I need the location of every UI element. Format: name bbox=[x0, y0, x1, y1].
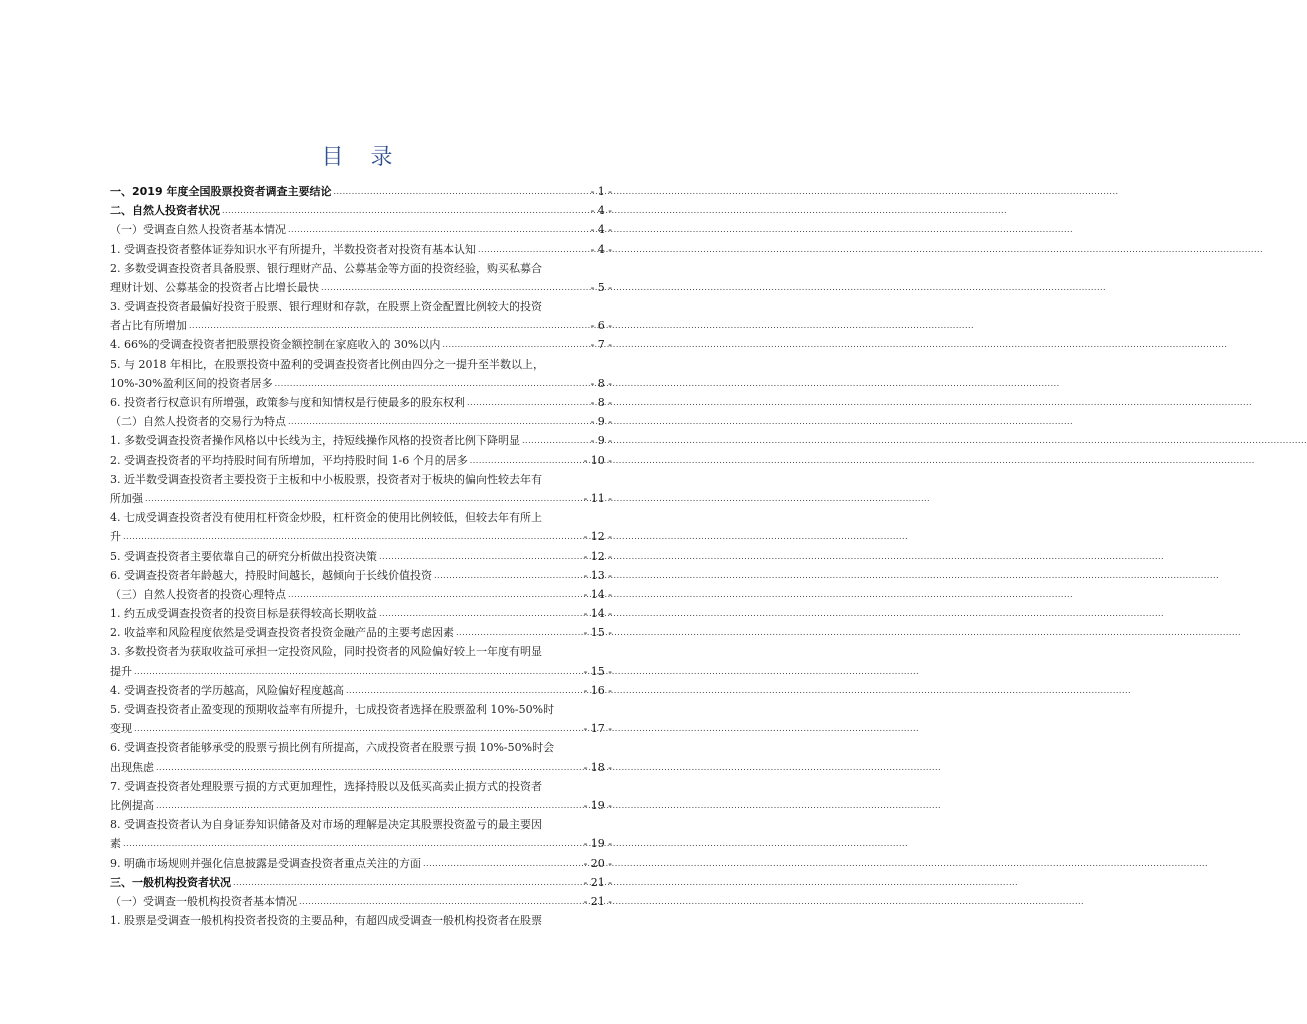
toc-entry[interactable] bbox=[110, 412, 612, 431]
toc-entry-text: 所加强 bbox=[110, 491, 143, 505]
toc-leader-dots bbox=[299, 891, 582, 911]
toc-page-number: - 5 - bbox=[590, 280, 612, 294]
toc-page-number: - 12 - bbox=[583, 549, 612, 563]
toc-entry[interactable] bbox=[110, 873, 612, 892]
toc-entry-text: 3. 多数投资者为获取收益可承担一定投资风险，同时投资者的风险偏好较上一年度有明显 bbox=[110, 645, 542, 659]
toc-leader-dots bbox=[456, 622, 582, 642]
toc-entry-text: 8. 受调查投资者认为自身证券知识储备及对市场的理解是决定其股票投资盈亏的最主要因 bbox=[110, 818, 542, 832]
toc-entry[interactable] bbox=[110, 662, 612, 681]
toc-entry-text: 5. 受调查投资者止盈变现的预期收益率有所提升，七成投资者选择在股票盈利 10%-50%时 bbox=[110, 703, 555, 717]
toc-page-number: - 15 - bbox=[583, 626, 612, 640]
toc-entry[interactable] bbox=[110, 451, 612, 470]
toc-entry-text: 6. 受调查投资者能够承受的股票亏损比例有所提高，六成投资者在股票亏损 10%-50%时会 bbox=[110, 741, 555, 755]
toc-leader-dots bbox=[522, 430, 589, 450]
toc-entry-text: 6. 投资者行权意识有所增强，政策参与度和知情权是行使最多的股东权利 bbox=[110, 396, 465, 410]
toc-leader-dots bbox=[156, 795, 582, 815]
toc-entry-text: 升 bbox=[110, 530, 121, 544]
toc-entry[interactable] bbox=[110, 758, 612, 777]
toc-entry[interactable] bbox=[110, 508, 612, 527]
toc-leader-dots bbox=[379, 603, 582, 623]
toc-page-number: - 19 - bbox=[583, 798, 612, 812]
toc-entry-text: 出现焦虑 bbox=[110, 760, 154, 774]
toc-entry-text: 3. 近半数受调查投资者主要投资于主板和中小板股票，投资者对于板块的偏向性较去年有 bbox=[110, 472, 542, 486]
toc-page-number: - 4 - bbox=[590, 223, 612, 237]
toc-page-number: - 13 - bbox=[583, 568, 612, 582]
toc-entry-text: 2. 收益率和风险程度依然是受调查投资者投资金融产品的主要考虑因素 bbox=[110, 626, 454, 640]
toc-leader-dots bbox=[467, 392, 589, 412]
toc-leader-dots bbox=[434, 565, 582, 585]
toc-page-number: - 9 - bbox=[590, 415, 612, 429]
toc-leader-dots bbox=[156, 757, 582, 777]
toc-leader-dots bbox=[321, 277, 589, 297]
toc-entry-text: 1. 股票是受调查一般机构投资者投资的主要品种，有超四成受调查一般机构投资者在股票 bbox=[110, 914, 542, 928]
toc-entry-text: 理财计划、公募基金的投资者占比增长最快 bbox=[110, 280, 319, 294]
toc-leader-dots bbox=[346, 680, 582, 700]
toc-entry-text: 10%-30%盈利区间的投资者居多 bbox=[110, 376, 273, 390]
toc-entry[interactable] bbox=[110, 623, 612, 642]
toc-page-number: - 14 - bbox=[583, 607, 612, 621]
toc-page-number: - 8 - bbox=[590, 376, 612, 390]
toc-entry[interactable] bbox=[110, 738, 612, 757]
page-title: 目 录 bbox=[321, 145, 403, 170]
toc-page-number: - 18 - bbox=[583, 760, 612, 774]
toc-page-number: - 20 - bbox=[583, 856, 612, 870]
toc-entry-text: 1. 受调查投资者整体证券知识水平有所提升，半数投资者对投资有基本认知 bbox=[110, 242, 476, 256]
toc-entry-text: 5. 与 2018 年相比，在股票投资中盈利的受调查投资者比例由四分之一提升至半数以上， bbox=[110, 357, 544, 371]
toc-leader-dots bbox=[288, 584, 582, 604]
toc-page-number: - 16 - bbox=[583, 683, 612, 697]
toc-leader-dots bbox=[288, 411, 589, 431]
toc-entry[interactable] bbox=[110, 892, 612, 911]
toc-entry[interactable] bbox=[110, 297, 612, 316]
toc-page-number: - 12 - bbox=[583, 530, 612, 544]
toc-entry[interactable] bbox=[110, 316, 612, 335]
toc-entry[interactable] bbox=[110, 489, 612, 508]
toc-entry[interactable] bbox=[110, 336, 612, 355]
toc-page-number: - 4 - bbox=[590, 204, 612, 218]
toc-entry-text: 6. 受调查投资者年龄越大，持股时间越长，越倾向于长线价值投资 bbox=[110, 568, 432, 582]
toc-entry[interactable] bbox=[110, 278, 612, 297]
toc-leader-dots bbox=[275, 373, 589, 393]
toc-entry-text: 提升 bbox=[110, 664, 132, 678]
toc-entry[interactable] bbox=[110, 796, 612, 815]
toc-entry[interactable] bbox=[110, 431, 612, 450]
toc-entry-text: 者占比有所增加 bbox=[110, 319, 187, 333]
toc-entry[interactable] bbox=[110, 220, 612, 239]
toc-leader-dots bbox=[134, 661, 582, 681]
toc-page-number: - 7 - bbox=[590, 338, 612, 352]
toc-entry[interactable] bbox=[110, 604, 612, 623]
toc-page-number: - 19 - bbox=[583, 837, 612, 851]
toc-leader-dots bbox=[379, 546, 582, 566]
toc-leader-dots bbox=[478, 239, 589, 259]
toc-entry[interactable] bbox=[110, 777, 612, 796]
toc-entry[interactable] bbox=[110, 355, 612, 374]
toc-entry[interactable] bbox=[110, 643, 612, 662]
toc-entry-text: 7. 受调查投资者处理股票亏损的方式更加理性，选择持股以及低买高卖止损方式的投资者 bbox=[110, 779, 542, 793]
toc-page-number: - 11 - bbox=[583, 491, 612, 505]
toc-entry-text: 3. 受调查投资者最偏好投资于股票、银行理财和存款，在股票上资金配置比例较大的投资 bbox=[110, 300, 542, 314]
toc-entry[interactable] bbox=[110, 527, 612, 546]
toc-leader-dots bbox=[233, 872, 582, 892]
toc-page-number: - 9 - bbox=[590, 434, 612, 448]
toc-page-number: - 21 - bbox=[583, 875, 612, 889]
toc-leader-dots bbox=[442, 334, 588, 354]
toc-entry-text: （一）受调查一般机构投资者基本情况 bbox=[110, 894, 297, 908]
toc-leader-dots bbox=[123, 526, 582, 546]
toc-page-number: - 10 - bbox=[583, 453, 612, 467]
toc-leader-dots bbox=[333, 181, 588, 201]
toc-entry[interactable] bbox=[110, 854, 612, 873]
toc-entry-text: 比例提高 bbox=[110, 798, 154, 812]
toc-entry-text: 2. 多数受调查投资者具备股票、银行理财产品、公募基金等方面的投资经验，购买私募合 bbox=[110, 261, 542, 275]
toc-entry-text: （二）自然人投资者的交易行为特点 bbox=[110, 415, 286, 429]
toc-entry-text: 9. 明确市场规则并强化信息披露是受调查投资者重点关注的方面 bbox=[110, 856, 421, 870]
toc-page-number: - 6 - bbox=[590, 319, 612, 333]
toc-entry-text: （三）自然人投资者的投资心理特点 bbox=[110, 587, 286, 601]
toc-entry[interactable] bbox=[110, 470, 612, 489]
table-of-contents bbox=[110, 182, 612, 930]
toc-leader-dots bbox=[470, 450, 582, 470]
toc-entry[interactable] bbox=[110, 547, 612, 566]
toc-entry[interactable] bbox=[110, 566, 612, 585]
toc-page-number: - 15 - bbox=[583, 664, 612, 678]
toc-entry-text: 4. 七成受调查投资者没有使用杠杆资金炒股，杠杆资金的使用比例较低，但较去年有所上 bbox=[110, 511, 542, 525]
toc-entry[interactable] bbox=[110, 681, 612, 700]
toc-entry-text: （一）受调查自然人投资者基本情况 bbox=[110, 223, 286, 237]
toc-entry[interactable] bbox=[110, 374, 612, 393]
toc-entry[interactable] bbox=[110, 815, 612, 834]
toc-entry[interactable] bbox=[110, 393, 612, 412]
toc-page-number: - 8 - bbox=[590, 396, 612, 410]
toc-entry-text: 素 bbox=[110, 837, 121, 851]
toc-leader-dots bbox=[123, 833, 582, 853]
toc-entry-text: 二、自然人投资者状况 bbox=[110, 204, 220, 218]
toc-page-number: - 1 - bbox=[590, 184, 612, 198]
toc-leader-dots bbox=[145, 488, 582, 508]
toc-leader-dots bbox=[423, 853, 582, 873]
toc-leader-dots bbox=[189, 315, 589, 335]
toc-page-number: - 4 - bbox=[590, 242, 612, 256]
toc-entry[interactable] bbox=[110, 719, 612, 738]
toc-entry-text: 1. 约五成受调查投资者的投资目标是获得较高长期收益 bbox=[110, 607, 377, 621]
toc-entry[interactable] bbox=[110, 585, 612, 604]
toc-entry-text: 4. 受调查投资者的学历越高，风险偏好程度越高 bbox=[110, 683, 344, 697]
toc-entry-text: 5. 受调查投资者主要依靠自己的研究分析做出投资决策 bbox=[110, 549, 377, 563]
toc-page-number: - 21 - bbox=[583, 894, 612, 908]
toc-page-number: - 14 - bbox=[583, 587, 612, 601]
toc-leader-dots bbox=[134, 718, 582, 738]
toc-leader-dots bbox=[288, 219, 589, 239]
toc-entry[interactable] bbox=[110, 911, 612, 930]
toc-entry-text: 一、2019 年度全国股票投资者调查主要结论 bbox=[110, 184, 332, 198]
toc-entry[interactable] bbox=[110, 240, 612, 259]
toc-entry-text: 三、一般机构投资者状况 bbox=[110, 875, 231, 889]
toc-entry-text: 1. 多数受调查投资者操作风格以中长线为主，持短线操作风格的投资者比例下降明显 bbox=[110, 434, 520, 448]
toc-page-number: - 17 - bbox=[583, 722, 612, 736]
toc-entry[interactable] bbox=[110, 182, 612, 201]
toc-entry-text: 4. 66%的受调查投资者把股票投资金额控制在家庭收入的 30%以内 bbox=[110, 338, 441, 352]
toc-entry[interactable] bbox=[110, 700, 612, 719]
toc-entry[interactable] bbox=[110, 259, 612, 278]
toc-entry[interactable] bbox=[110, 201, 612, 220]
toc-entry-text: 2. 受调查投资者的平均持股时间有所增加，平均持股时间 1-6 个月的居多 bbox=[110, 453, 468, 467]
toc-entry[interactable] bbox=[110, 834, 612, 853]
toc-entry-text: 变现 bbox=[110, 722, 132, 736]
toc-leader-dots bbox=[222, 200, 589, 220]
